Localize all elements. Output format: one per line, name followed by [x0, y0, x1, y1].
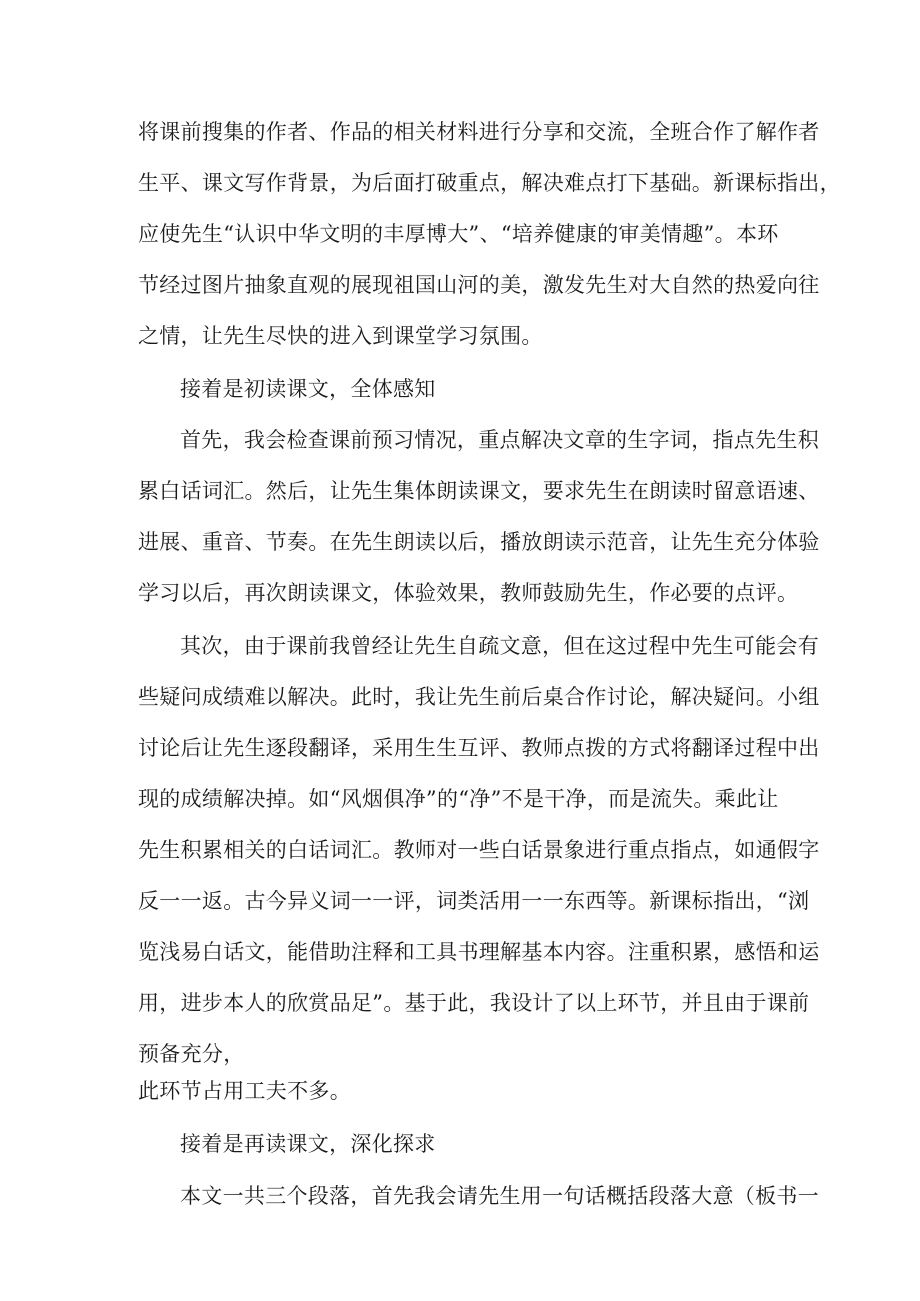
section-heading: 接着是再读课文，深化探求	[180, 1132, 436, 1156]
body-text-line: 现的成绩解决掉。如“风烟俱净”的“净”不是干净，而是流失。乘此让	[138, 787, 779, 811]
body-text-line: 用，进步本人的欣赏品足”。基于此，我设计了以上环节，并且由于课前	[138, 991, 810, 1015]
body-text-line: 进展、重音、节奏。在先生朗读以后，播放朗读示范音，让先生充分体验	[138, 530, 820, 554]
body-text-line: 生平、课文写作背景，为后面打破重点，解决难点打下基础。新课标指出，	[138, 171, 841, 195]
body-text-line: 将课前搜集的作者、作品的相关材料进行分享和交流，全班合作了解作者	[138, 120, 820, 144]
body-text-line: 本文一共三个段落，首先我会请先生用一句话概括段落大意（板书一	[180, 1184, 819, 1208]
body-text-line: 些疑问成绩难以解决。此时，我让先生前后桌合作讨论，解决疑问。小组	[138, 685, 820, 709]
body-text-line: 累白话词汇。然后，让先生集体朗读课文，要求先生在朗读时留意语速、	[138, 479, 820, 503]
body-text-line: 反一一返。古今异义词一一评，词类活用一一东西等。新课标指出，“浏	[138, 889, 810, 913]
body-text-line: 此环节占用工夫不多。	[138, 1079, 351, 1103]
body-text-line: 览浅易白话文，能借助注释和工具书理解基本内容。注重积累，感悟和运	[138, 940, 820, 964]
body-text-line: 先生积累相关的白话词汇。教师对一些白话景象进行重点指点，如通假字	[138, 838, 820, 862]
body-text-line: 讨论后让先生逐段翻译，采用生生互评、教师点拨的方式将翻译过程中出	[138, 736, 820, 760]
section-heading: 接着是初读课文，全体感知	[180, 377, 436, 401]
body-text-line: 学习以后，再次朗读课文，体验效果，教师鼓励先生，作必要的点评。	[138, 581, 799, 605]
body-text-line: 应使先生“认识中华文明的丰厚博大”、“培养健康的审美情趣”。本环	[138, 222, 779, 246]
body-text-line: 首先，我会检查课前预习情况，重点解决文章的生字词，指点先生积	[180, 428, 819, 452]
body-text-line: 预备充分，	[138, 1042, 245, 1066]
body-text-line: 其次，由于课前我曾经让先生自疏文意，但在这过程中先生可能会有	[180, 634, 819, 658]
body-text-line: 节经过图片抽象直观的展现祖国山河的美，激发先生对大自然的热爱向往	[138, 273, 820, 297]
body-text-line: 之情，让先生尽快的进入到课堂学习氛围。	[138, 324, 543, 348]
